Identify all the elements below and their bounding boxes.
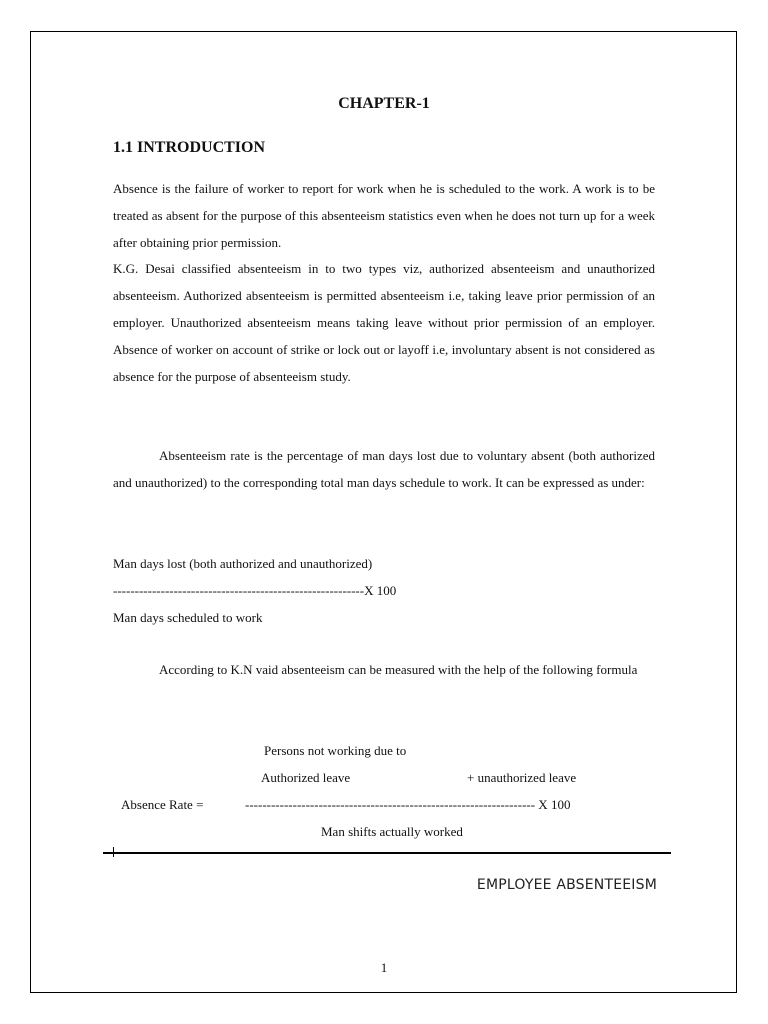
- formula1-divider: ----------------------------------------------------------X 100: [113, 583, 397, 598]
- footer-rule: [103, 852, 671, 854]
- chapter-title: CHAPTER-1: [338, 95, 430, 112]
- footer-rule-tick: [113, 847, 114, 857]
- formula2-line1: Persons not working due to: [264, 743, 407, 758]
- paragraph-vaid-formula: [113, 657, 655, 684]
- page-number: 1: [380, 960, 388, 975]
- footer-title: EMPLOYEE ABSENTEEISM: [476, 877, 657, 893]
- formula2-denominator: Man shifts actually worked: [321, 824, 463, 839]
- paragraph-desai-classification: K.G. Desai classified absenteeism in to two types viz, authorized absenteeism and unauthorized absenteeism. Authorized absenteeism is permitted absenteeism i.e, taking leave prior permission of an employer. Unauthorized absenteeism means taking leave without prior permission of an employer. Absence of worker on account of strike or lock out or layoff i.e, involuntary absent is not considered as absence for the purpose of absenteeism study.: [113, 261, 655, 384]
- formula1-denominator: Man days scheduled to work: [113, 610, 263, 625]
- paragraph-rate-text: Absenteeism rate is the percentage of man days lost due to voluntary absent (both authorized and unauthorized) to the corresponding total man days schedule to work. It can be expressed as under:: [113, 448, 655, 490]
- intro-block: [113, 176, 655, 390]
- paragraph-absenteeism-rate: [113, 443, 655, 497]
- formula2-authorized: Authorized leave: [261, 770, 351, 785]
- paragraph-absence-definition: Absence is the failure of worker to report for work when he is scheduled to the work. A work is to be treated as absent for the purpose of this absenteeism statistics even when he does not turn up for a week after obtaining prior permission.: [113, 181, 655, 250]
- section-heading: 1.1 INTRODUCTION: [113, 139, 266, 156]
- paragraph-vaid-text: According to K.N vaid absenteeism can be measured with the help of the following formula: [159, 662, 638, 677]
- formula2-label: Absence Rate =: [121, 797, 204, 812]
- formula2-unauthorized: + unauthorized leave: [467, 770, 577, 785]
- formula2-divider: ------------------------------------------------------------------- X 100: [245, 797, 571, 812]
- formula1-numerator: Man days lost (both authorized and unauthorized): [113, 556, 373, 571]
